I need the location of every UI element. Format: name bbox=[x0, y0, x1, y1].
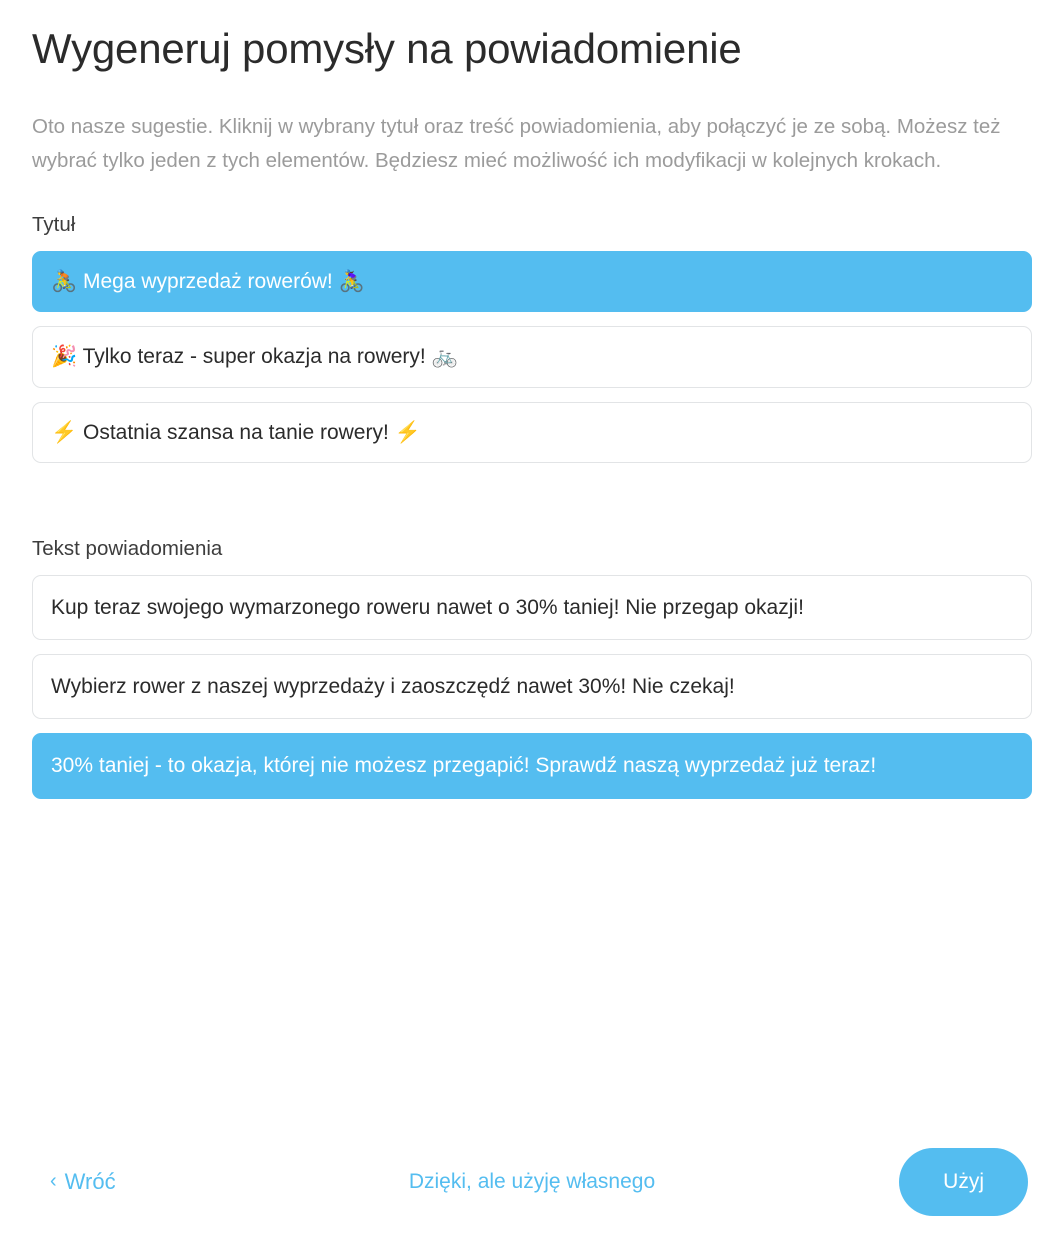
body-option-1[interactable]: Kup teraz swojego wymarzonego roweru nawet o 30% taniej! Nie przegap okazji! bbox=[32, 575, 1032, 640]
title-section-label: Tytuł bbox=[32, 212, 76, 236]
body-section-label: Tekst powiadomienia bbox=[32, 537, 223, 561]
body-options-list bbox=[32, 575, 1032, 798]
title-options-list bbox=[32, 251, 1032, 464]
use-own-content-link[interactable]: Dzięki, ale użyję własnego bbox=[408, 1170, 656, 1193]
footer-bar bbox=[0, 1120, 1064, 1244]
title-option-3[interactable]: ⚡ Ostatnia szansa na tanie rowery! ⚡ bbox=[32, 402, 1032, 464]
page-title: Wygeneruj pomysły na powiadomienie bbox=[32, 25, 742, 72]
chevron-left-icon: ‹ bbox=[50, 1170, 57, 1192]
body-option-2[interactable]: Wybierz rower z naszej wyprzedaży i zaoszczędź nawet 30%! Nie czekaj! bbox=[32, 654, 1032, 719]
intro-text: Oto nasze sugestie. Kliknij w wybrany tytuł oraz treść powiadomienia, aby połączyć je ze sobą. Możesz też wybrać tylko jeden z tych elementów. Będziesz mieć możliwość ich modyfikacji w kolejnych krokach. bbox=[32, 115, 1001, 172]
title-option-2[interactable]: 🎉 Tylko teraz - super okazja na rowery! 🚲 bbox=[32, 326, 1032, 388]
title-option-1[interactable]: 🚴 Mega wyprzedaż rowerów! 🚴‍♀️ bbox=[32, 251, 1032, 313]
back-button[interactable] bbox=[40, 1161, 126, 1203]
back-button-label: Wróć bbox=[64, 1169, 116, 1194]
section-spacer bbox=[32, 463, 1032, 501]
use-button[interactable]: Użyj bbox=[899, 1148, 1028, 1216]
body-option-3[interactable]: 30% taniej - to okazja, której nie możesz przegapić! Sprawdź naszą wyprzedaż już teraz! bbox=[32, 733, 1032, 798]
